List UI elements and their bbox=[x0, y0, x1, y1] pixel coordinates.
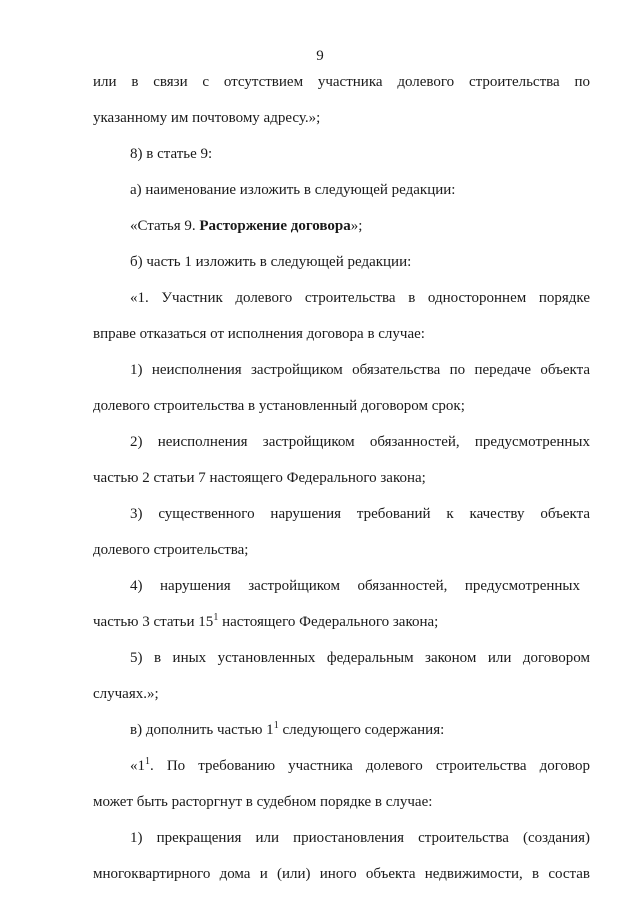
article-heading-end: »; bbox=[350, 218, 363, 234]
text-line: 1) неисполнения застройщиком обязательства по передаче объекта bbox=[130, 362, 590, 378]
superscript: 1 bbox=[213, 612, 219, 623]
text-line: б) часть 1 изложить в следующей редакции: bbox=[130, 254, 412, 270]
text-line bbox=[93, 613, 438, 631]
article-heading bbox=[130, 217, 362, 235]
text-line: а) наименование изложить в следующей редакции: bbox=[130, 182, 456, 198]
text-fragment: . По требованию участника долевого строительства договор bbox=[150, 758, 590, 774]
text-line: может быть расторгнут в судебном порядке в случае: bbox=[93, 794, 433, 810]
page-number: 9 bbox=[316, 48, 324, 64]
text-fragment: следующего содержания: bbox=[278, 722, 445, 738]
text-line: случаях.»; bbox=[93, 686, 159, 702]
superscript: 1 bbox=[145, 756, 150, 767]
text-fragment: в) дополнить частью 1 bbox=[130, 722, 274, 738]
article-label: «Статья 9. bbox=[130, 218, 200, 234]
text-line: долевого строительства; bbox=[93, 542, 249, 558]
text-line bbox=[130, 721, 444, 739]
text-line: 3) существенного нарушения требований к качеству объекта bbox=[130, 506, 590, 522]
text-line: долевого строительства в установленный договором срок; bbox=[93, 398, 465, 414]
text-line: указанному им почтовому адресу.»; bbox=[93, 110, 321, 126]
text-line: 4) нарушения застройщиком обязанностей, предусмотренных bbox=[130, 578, 580, 594]
text-fragment: «1 bbox=[130, 758, 145, 774]
text-fragment: частью 3 статьи 15 bbox=[93, 614, 214, 630]
text-line: 5) в иных установленных федеральным законом или договором bbox=[130, 650, 590, 666]
text-line: или в связи с отсутствием участника долевого строительства по bbox=[93, 74, 590, 90]
text-line: многоквартирного дома и (или) иного объекта недвижимости, в состав bbox=[93, 866, 590, 882]
text-line: 2) неисполнения застройщиком обязанностей, предусмотренных bbox=[130, 434, 590, 450]
text-line: 8) в статье 9: bbox=[130, 146, 213, 162]
text-line: вправе отказаться от исполнения договора в случае: bbox=[93, 326, 425, 342]
text-line: «1. Участник долевого строительства в одностороннем порядке bbox=[130, 290, 590, 306]
text-fragment: настоящего Федерального закона; bbox=[218, 614, 439, 630]
text-line bbox=[130, 757, 590, 775]
text-line: частью 2 статьи 7 настоящего Федерального закона; bbox=[93, 470, 426, 486]
text-line: 1) прекращения или приостановления строительства (создания) bbox=[130, 830, 590, 846]
superscript: 1 bbox=[273, 720, 279, 731]
article-title: Расторжение договора bbox=[199, 218, 351, 234]
